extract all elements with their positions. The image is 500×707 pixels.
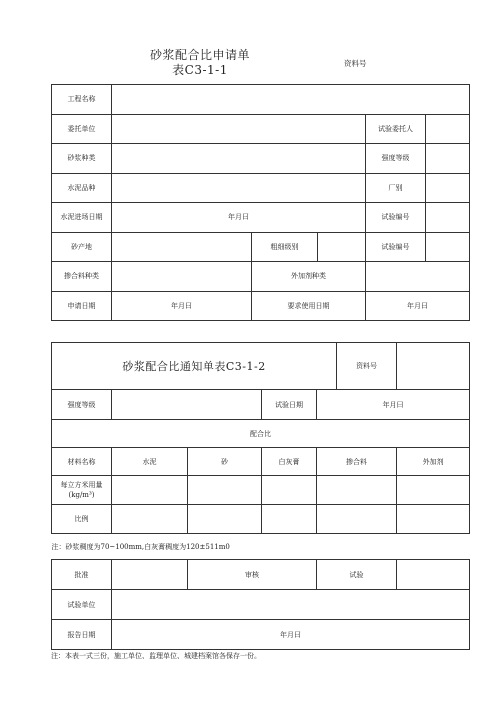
test-unit-field[interactable] (112, 590, 470, 620)
material-lime-paste: 白灰膏 (262, 448, 317, 476)
form2-doc-no-label: 资料号 (337, 343, 397, 390)
test-label: 试验 (317, 560, 397, 590)
project-name-label: 工程名称 (52, 85, 112, 115)
admixture-ratio-field[interactable] (317, 505, 397, 534)
test-no-field-2[interactable] (426, 232, 470, 262)
review-label: 审核 (188, 560, 317, 590)
mortar-type-label: 砂浆种类 (52, 144, 112, 174)
material-sand: 砂 (188, 448, 262, 476)
admixture-type-field[interactable] (112, 262, 252, 292)
fineness-field[interactable] (318, 232, 366, 262)
per-cubic-meter-line1: 每立方米用量 (60, 481, 103, 489)
per-cubic-meter-line2: (kg/m³) (68, 491, 95, 499)
mortar-type-field[interactable] (112, 144, 366, 174)
table-row (52, 85, 470, 115)
sand-origin-field[interactable] (112, 232, 252, 262)
copies-note: 注：本表一式三份，施工单位、监理单位、城建档案馆各保存一份。 (51, 652, 261, 660)
per-cubic-meter-label (52, 476, 112, 505)
cement-ratio-field[interactable] (112, 505, 188, 534)
cement-type-field[interactable] (112, 173, 366, 203)
apply-date-label: 申请日期 (52, 291, 112, 321)
consistency-note: 注：砂浆稠度为70~100mm,白灰膏稠度为120±511m0 (52, 534, 470, 560)
fineness-label: 粗细级别 (252, 232, 318, 262)
client-unit-field[interactable] (112, 114, 366, 144)
table-row (52, 203, 470, 233)
required-date-label: 要求使用日期 (252, 291, 366, 321)
factory-label: 厂别 (366, 173, 426, 203)
ratio-label: 比例 (52, 505, 112, 534)
table-row (52, 448, 470, 476)
table-row (52, 590, 470, 620)
form1-title-line2: 表C3-1-1 (172, 63, 228, 77)
factory-field[interactable] (426, 173, 470, 203)
table-row (52, 144, 470, 174)
form2-doc-no-field[interactable] (397, 343, 470, 390)
material-cement: 水泥 (112, 448, 188, 476)
sand-qty-field[interactable] (188, 476, 262, 505)
cement-entry-date-field[interactable]: 年月曰 (112, 203, 366, 233)
lime-qty-field[interactable] (262, 476, 317, 505)
table-row (52, 534, 470, 560)
additive-type-label: 外加剂种类 (252, 262, 366, 292)
cement-entry-date-label: 水泥进场日期 (52, 203, 112, 233)
cement-type-label: 水泥品种 (52, 173, 112, 203)
strength-grade-label: 强度等级 (366, 144, 426, 174)
form2-title: 砂浆配合比通知单表C3-1-2 (52, 343, 337, 390)
table-row (52, 114, 470, 144)
form1-title-line1: 砂浆配合比申请单 (149, 48, 250, 62)
additive-qty-field[interactable] (397, 476, 470, 505)
required-date-field[interactable]: 年月曰 (366, 291, 470, 321)
table-row (52, 390, 470, 420)
table-row (52, 505, 470, 534)
form1-title (140, 48, 260, 78)
client-unit-label: 委托单位 (52, 114, 112, 144)
report-date-label: 报告日期 (52, 620, 112, 650)
report-date-field[interactable]: 年月曰 (112, 620, 470, 650)
test-client-field[interactable] (426, 114, 470, 144)
approve-label: 批准 (52, 560, 112, 590)
additive-ratio-field[interactable] (397, 505, 470, 534)
material-additive: 外加剂 (397, 448, 470, 476)
table-row (52, 262, 470, 292)
lime-ratio-field[interactable] (262, 505, 317, 534)
mortar-mix-notice-table (51, 342, 470, 650)
test-unit-label: 试验单位 (52, 590, 112, 620)
admixture-type-label: 掺合料种类 (52, 262, 112, 292)
table-row (52, 343, 470, 390)
mix-ratio-header: 配合比 (52, 420, 470, 448)
sand-origin-label: 砂产地 (52, 232, 112, 262)
apply-date-field[interactable]: 年月曰 (112, 291, 252, 321)
material-admixture: 掺合料 (317, 448, 397, 476)
project-name-field[interactable] (112, 85, 470, 115)
strength-grade-field[interactable] (426, 144, 470, 174)
test-field[interactable] (397, 560, 470, 590)
mortar-mix-application-table (51, 84, 470, 321)
test-no-field[interactable] (426, 203, 470, 233)
test-no-label-2: 试验编号 (366, 232, 426, 262)
admixture-qty-field[interactable] (317, 476, 397, 505)
table-row (52, 560, 470, 590)
cement-qty-field[interactable] (112, 476, 188, 505)
sand-ratio-field[interactable] (188, 505, 262, 534)
form2-strength-grade-label: 强度等级 (52, 390, 112, 420)
form2-test-date-field[interactable]: 年月曰 (317, 390, 470, 420)
material-name-label: 材料名称 (52, 448, 112, 476)
test-client-label: 试验委托人 (366, 114, 426, 144)
form2-test-date-label: 试验日期 (262, 390, 317, 420)
table-row (52, 420, 470, 448)
form2-strength-grade-field[interactable] (112, 390, 262, 420)
table-row (52, 173, 470, 203)
approve-field[interactable] (112, 560, 188, 590)
form1-doc-no-label: 资料号 (344, 59, 367, 68)
additive-type-field[interactable] (366, 262, 470, 292)
table-row (52, 476, 470, 505)
table-row (52, 291, 470, 321)
test-no-label: 试验编号 (366, 203, 426, 233)
table-row (52, 620, 470, 650)
table-row (52, 232, 470, 262)
